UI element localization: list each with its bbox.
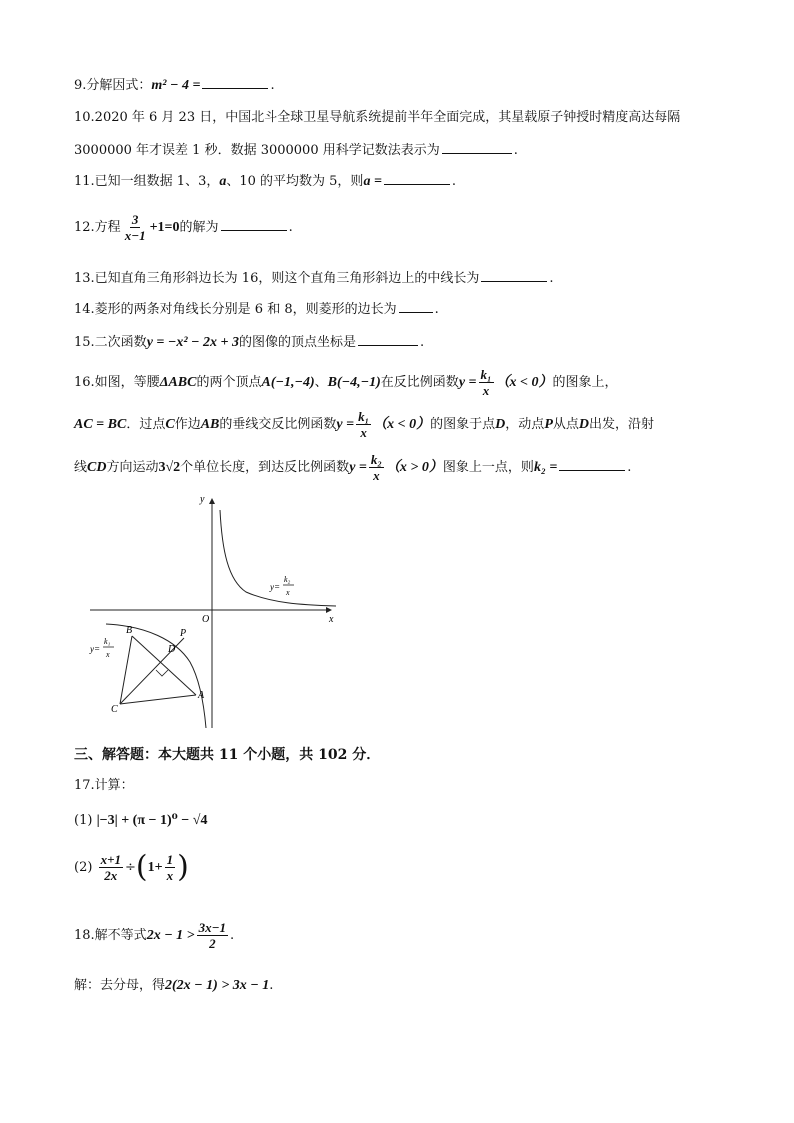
q18-solution-end: . xyxy=(269,978,274,993)
q16-text-m: 方向运动 xyxy=(106,460,159,475)
q17-paren-left: ( xyxy=(135,849,148,885)
q11-var: a xyxy=(219,174,227,189)
q12-end: . xyxy=(288,220,293,235)
q17-p1-expression: |−3| + (π − 1)⁰ − √4 xyxy=(96,813,208,828)
q12-numerator: 3 xyxy=(131,212,139,227)
q17-p2-inner: 1+ xyxy=(147,860,163,875)
q16-y3: y = xyxy=(349,460,367,475)
q14-text: 14.菱形的两条对角线长分别是 6 和 8，则菱形的边长为 xyxy=(74,302,397,317)
curve-k2-num: k₂ xyxy=(284,575,291,584)
q13-end: . xyxy=(549,271,554,286)
q16-text-e: ．过点 xyxy=(126,417,166,432)
q16-sep: 、 xyxy=(314,375,328,390)
curve-k1-den: x xyxy=(106,650,110,659)
q16-k1-fraction-2 xyxy=(356,409,371,440)
q17-p2-label: (2) xyxy=(74,860,93,875)
q14-end: . xyxy=(434,302,439,317)
q16-k1-den: x xyxy=(482,383,490,398)
curve-k1 xyxy=(106,624,206,728)
q16-text-j: 从点 xyxy=(552,417,579,432)
q15-expression: y = −x² − 2x + 3 xyxy=(146,335,240,350)
q15-after: 的图像的顶点坐标是 xyxy=(239,335,357,350)
point-label-b: B xyxy=(126,625,133,636)
q17-p2-divide: ÷ xyxy=(124,860,136,875)
q17-p2-inner-num: 1 xyxy=(166,852,174,867)
q16-triangle: ΔABC xyxy=(159,375,197,390)
origin-label: O xyxy=(202,614,210,625)
q14-answer-blank xyxy=(399,298,433,313)
q10-end: . xyxy=(513,143,518,158)
q11-text2: 、10 的平均数为 5，则 xyxy=(226,174,364,189)
q15-end: . xyxy=(420,335,425,350)
q16-text-a: 16.如图，等腰 xyxy=(74,375,160,390)
q16-text-d: 的图象上， xyxy=(552,375,618,390)
question-10-line1: 10.2020 年 6 月 23 日，中国北斗全球卫星导航系统提前半年全面完成，其星载原子钟授时精度高达每隔 xyxy=(74,110,681,125)
right-angle-mark xyxy=(156,670,168,676)
q16-text-g: 的垂线交反比例函数 xyxy=(219,417,337,432)
q9-answer-blank xyxy=(202,74,268,89)
q16-point-d: D xyxy=(495,417,506,432)
q11-answer-blank xyxy=(384,170,450,185)
q12-denominator: x−1 xyxy=(124,228,146,243)
q18-end: . xyxy=(230,928,235,943)
q17-p1-label: (1) xyxy=(74,813,93,828)
q17-p2-num: x+1 xyxy=(100,852,121,867)
q9-label: 9.分解因式： xyxy=(74,78,152,93)
question-12 xyxy=(74,210,293,246)
x-axis-label: x xyxy=(329,614,334,625)
x-axis-arrow xyxy=(326,607,332,613)
q17-p2-den: 2x xyxy=(104,868,118,883)
q16-answer-blank xyxy=(559,456,625,471)
q10-text: 3000000 年才误差 1 秒．数据 3000000 用科学记数法表示为 xyxy=(74,143,440,158)
segment-ab xyxy=(132,636,196,695)
q16-point-a: A(−1,−4) xyxy=(261,375,315,390)
q9-end: . xyxy=(270,78,275,93)
q16-y1: y = xyxy=(458,375,477,390)
question-16-line3 xyxy=(74,451,631,485)
question-10-line2 xyxy=(74,139,518,161)
q17-p2-fraction xyxy=(99,852,123,883)
curve-k1-num: k₁ xyxy=(104,637,111,646)
q11-text1: 11.已知一组数据 1、3， xyxy=(74,174,220,189)
q16-text-l: 线 xyxy=(74,460,88,475)
q16-y2: y = xyxy=(336,417,355,432)
q16-ac-bc: AC = BC xyxy=(74,417,127,432)
q16-k2-den: x xyxy=(373,468,380,483)
q13-text: 13.已知直角三角形斜边长为 16，则这个直角三角形斜边上的中线长为 xyxy=(74,271,480,286)
q18-label: 18.解不等式 xyxy=(74,928,147,943)
q15-answer-blank xyxy=(358,331,418,346)
q11-expression: a = xyxy=(363,174,382,189)
q17-paren-right: ) xyxy=(177,849,189,885)
q16-text-n: 个单位长度，到达反比例函数 xyxy=(180,460,350,475)
q16-cond2: （x < 0） xyxy=(373,417,431,432)
section-3-heading: 三、解答题：本大题共 11 个小题，共 102 分． xyxy=(74,747,381,763)
question-17-part1 xyxy=(74,811,207,831)
y-axis-label: y xyxy=(200,494,205,505)
point-label-c: C xyxy=(111,704,118,715)
point-label-a: A xyxy=(198,690,205,701)
question-16-line1 xyxy=(74,366,618,400)
q16-text-h: 的图象于点 xyxy=(430,417,496,432)
question-17-label: 17.计算： xyxy=(74,778,134,793)
q16-text-o: 图象上一点，则 xyxy=(442,460,534,475)
question-13 xyxy=(74,267,554,289)
q12-after: 的解为 xyxy=(179,220,219,235)
q11-end: . xyxy=(451,174,457,189)
q12-label: 12.方程 xyxy=(74,220,121,235)
point-label-d: D xyxy=(168,644,176,655)
q16-cond3: （x > 0） xyxy=(385,460,443,475)
curve-k1-label: y= xyxy=(90,644,101,654)
question-9 xyxy=(74,74,275,96)
q18-lhs: 2x − 1 > xyxy=(146,928,195,943)
q16-text-b: 的两个顶点 xyxy=(196,375,262,390)
q12-answer-blank xyxy=(221,216,287,231)
question-18-solution xyxy=(74,976,273,996)
q16-point-b: B(−4,−1) xyxy=(327,375,381,390)
q16-point-c: C xyxy=(165,417,175,432)
segment-ca xyxy=(120,695,196,704)
question-11 xyxy=(74,170,456,192)
point-label-p: P xyxy=(180,628,187,639)
q18-solution-label: 解：去分母，得 xyxy=(74,978,166,993)
q15-label: 15.二次函数 xyxy=(74,335,147,350)
coordinate-figure xyxy=(86,490,346,730)
q12-fraction xyxy=(123,212,148,243)
q18-fraction xyxy=(197,920,228,951)
question-16-line2 xyxy=(74,408,654,442)
q16-text-c: 在反比例函数 xyxy=(380,375,459,390)
curve-k2-label: y= xyxy=(270,582,281,592)
y-axis-arrow xyxy=(209,498,215,504)
q16-cond1: （x < 0） xyxy=(495,375,553,390)
q16-point-d2: D xyxy=(578,417,590,432)
question-14 xyxy=(74,298,439,320)
q16-k2-fraction xyxy=(369,452,384,483)
q16-point-p: P xyxy=(544,417,553,432)
q17-p2-inner-fraction xyxy=(165,852,176,883)
q18-den: 2 xyxy=(209,936,216,951)
q16-text-f: 作边 xyxy=(174,417,201,432)
q16-k1-den-2: x xyxy=(360,425,367,440)
q10-answer-blank xyxy=(442,139,512,154)
q12-rest: +1=0 xyxy=(149,220,180,235)
q16-text-k: 出发，沿射 xyxy=(589,417,655,432)
q16-ray-cd: CD xyxy=(87,460,107,475)
q16-k1-num-2: k₁ xyxy=(358,409,370,424)
q16-k1-fraction xyxy=(479,367,494,398)
q16-text-i: ，动点 xyxy=(505,417,545,432)
question-17-part2 xyxy=(74,848,189,888)
q13-answer-blank xyxy=(481,267,547,282)
q18-solution-expression: 2(2x − 1) > 3x − 1 xyxy=(165,978,270,993)
q17-p2-inner-den: x xyxy=(166,868,174,883)
q16-end: . xyxy=(627,460,632,475)
q9-expression: m² − 4 = xyxy=(151,78,201,93)
q16-k2-num: k₂ xyxy=(370,452,382,467)
q16-segment-ab: AB xyxy=(200,417,220,432)
q16-distance: 3√2 xyxy=(158,460,181,475)
q16-k1-num: k₁ xyxy=(480,367,492,382)
question-18 xyxy=(74,918,234,954)
curve-k2-den: x xyxy=(286,588,290,597)
question-15 xyxy=(74,331,424,353)
q18-num: 3x−1 xyxy=(198,920,227,935)
q16-k2-expression: k₂ = xyxy=(533,460,558,475)
